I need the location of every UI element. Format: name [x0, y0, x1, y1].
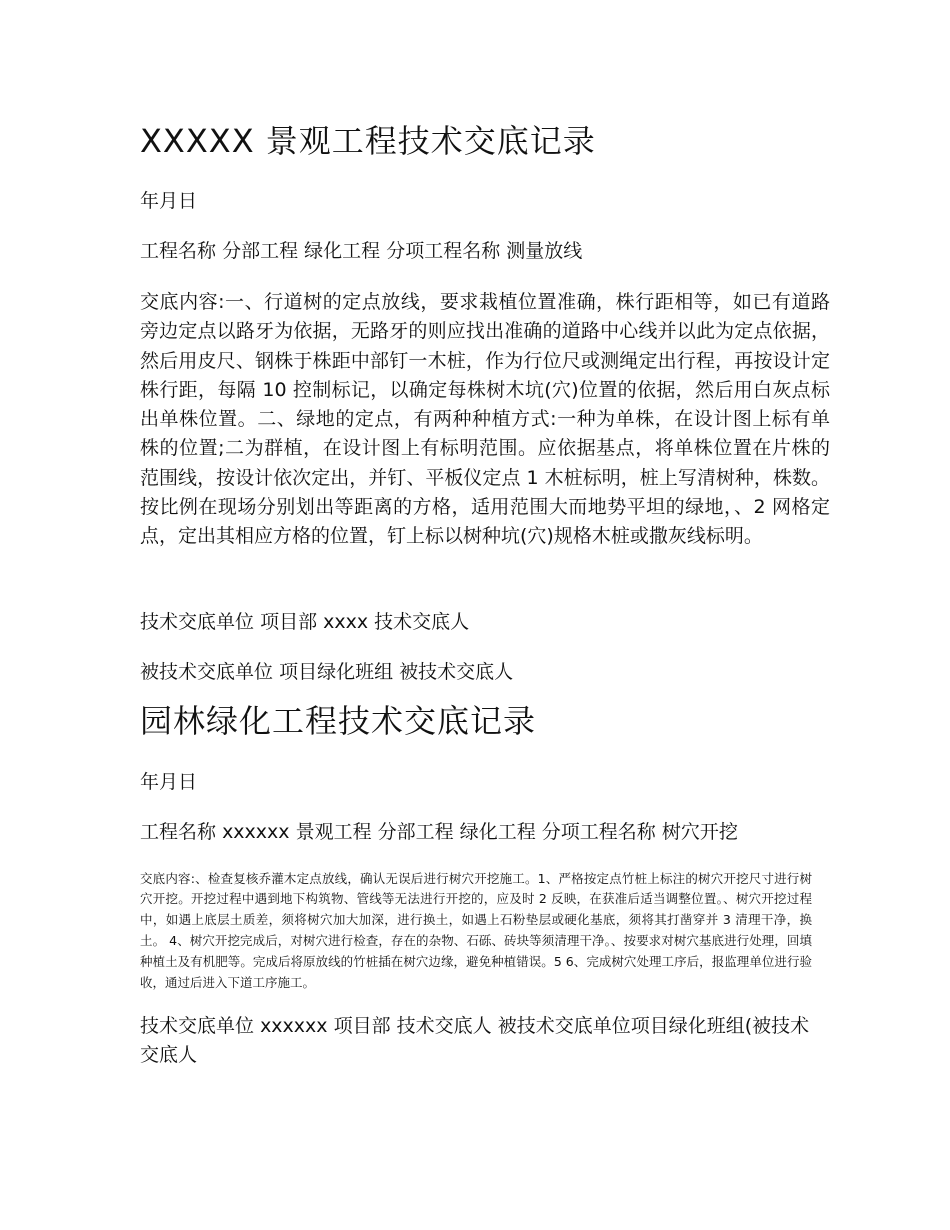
record2-meta-line: [140, 819, 818, 845]
record2-unit-line: [140, 1012, 818, 1070]
record2-recv-person-label: 被技术交底人: [140, 1015, 810, 1067]
record1-recv-person-label: 被技术交底人: [399, 660, 514, 683]
record1-recv-unit-line: [140, 659, 818, 685]
record2-tech-unit-label: 技术交底单位: [140, 1015, 255, 1038]
record2-recv-unit-label: 被技术交底单位项目绿化班组(: [497, 1015, 753, 1038]
record2-title: 园林绿化工程技术交底记录: [140, 701, 537, 740]
record1-recv-unit-value: 项目绿化班组: [279, 660, 394, 683]
record1-tech-person-label: 技术交底人: [374, 610, 470, 633]
record1-tech-unit-label: 技术交底单位: [140, 610, 255, 633]
record1-title: XXXXX 景观工程技术交底记录: [140, 122, 596, 160]
record1-recv-unit-label: 被技术交底单位: [140, 660, 274, 683]
record2-part-value: 绿化工程: [459, 820, 536, 843]
record1-part-label: 分部工程: [222, 240, 299, 262]
record1-subitem-value: 测量放线: [506, 240, 583, 262]
record1-tech-unit-line: [140, 609, 818, 635]
record2-content: 交底内容:、检查复核乔灌木定点放线，确认无误后进行树穴开挖施工。1、严格按定点竹桩上标注的树穴开挖尺寸进行树穴开挖。开挖过程中遇到地下构筑物、管线等无法进行开挖的，应及时 2 反映，在获准后适当调整位置。、树穴开挖过程中，如遇上底层土质差，须将树穴加大加深，进行换土，如遇上石粉垫层或硬化基底，须将其打凿穿并 3 清理干净，换土。 4、树穴开挖完成后，对树穴进行检查，存在的杂物、石砾、砖块等须清理干净。、按要求对树穴基底进行处理，回填种植土及有机肥等。完成后将原放线的竹桩插在树穴边缘，避免种植错误。5 6、完成树穴处理工序后，报监理单位进行验收，通过后进入下道工序施工。: [140, 870, 812, 990]
record2-tech-unit-value: xxxxxx 项目部: [260, 1015, 391, 1038]
record1-project-name-label: 工程名称: [140, 240, 217, 262]
record2-tech-person-label: 技术交底人: [396, 1015, 492, 1038]
record1-content: 交底内容:一、行道树的定点放线，要求栽植位置准确，株行距相等，如已有道路旁边定点以路牙为依据，无路牙的则应找出准确的道路中心线并以此为定点依据，然后用皮尺、钢株于株距中部钉一木桩，作为行位尺或测绳定出行程，再按设计定株行距，每隔 10 控制标记，以确定每株树木坑(穴)位置的依据，然后用白灰点标出单株位置。二、绿地的定点，有两种种植方式:一种为单株，在设计图上标有单株的位置;二为群植，在设计图上有标明范围。应依据基点，将单株位置在片株的范围线，按设计依次定出，并钉、平板仪定点 1 木桩标明，桩上写清树种，株数。按比例在现场分别划出等距离的方格，适用范围大而地势平坦的绿地，、2 网格定点，定出其相应方格的位置，钉上标以树种坑(穴)规格木桩或撒灰线标明。: [140, 291, 830, 548]
record1-tech-unit-value: 项目部 xxxx: [260, 610, 369, 633]
record1-date: 年月日: [140, 190, 198, 212]
record2-project-name-label: 工程名称: [140, 820, 217, 843]
record2-project-name-value: xxxxxx 景观工程: [222, 820, 372, 843]
record1-subitem-label: 分项工程名称: [386, 240, 501, 262]
record1-part-value: 绿化工程: [304, 240, 381, 262]
record1-meta-line: [140, 238, 818, 264]
record2-subitem-value: 树穴开挖: [661, 820, 738, 843]
record2-part-label: 分部工程: [377, 820, 454, 843]
record2-date: 年月日: [140, 770, 198, 793]
record2-subitem-label: 分项工程名称: [541, 820, 656, 843]
